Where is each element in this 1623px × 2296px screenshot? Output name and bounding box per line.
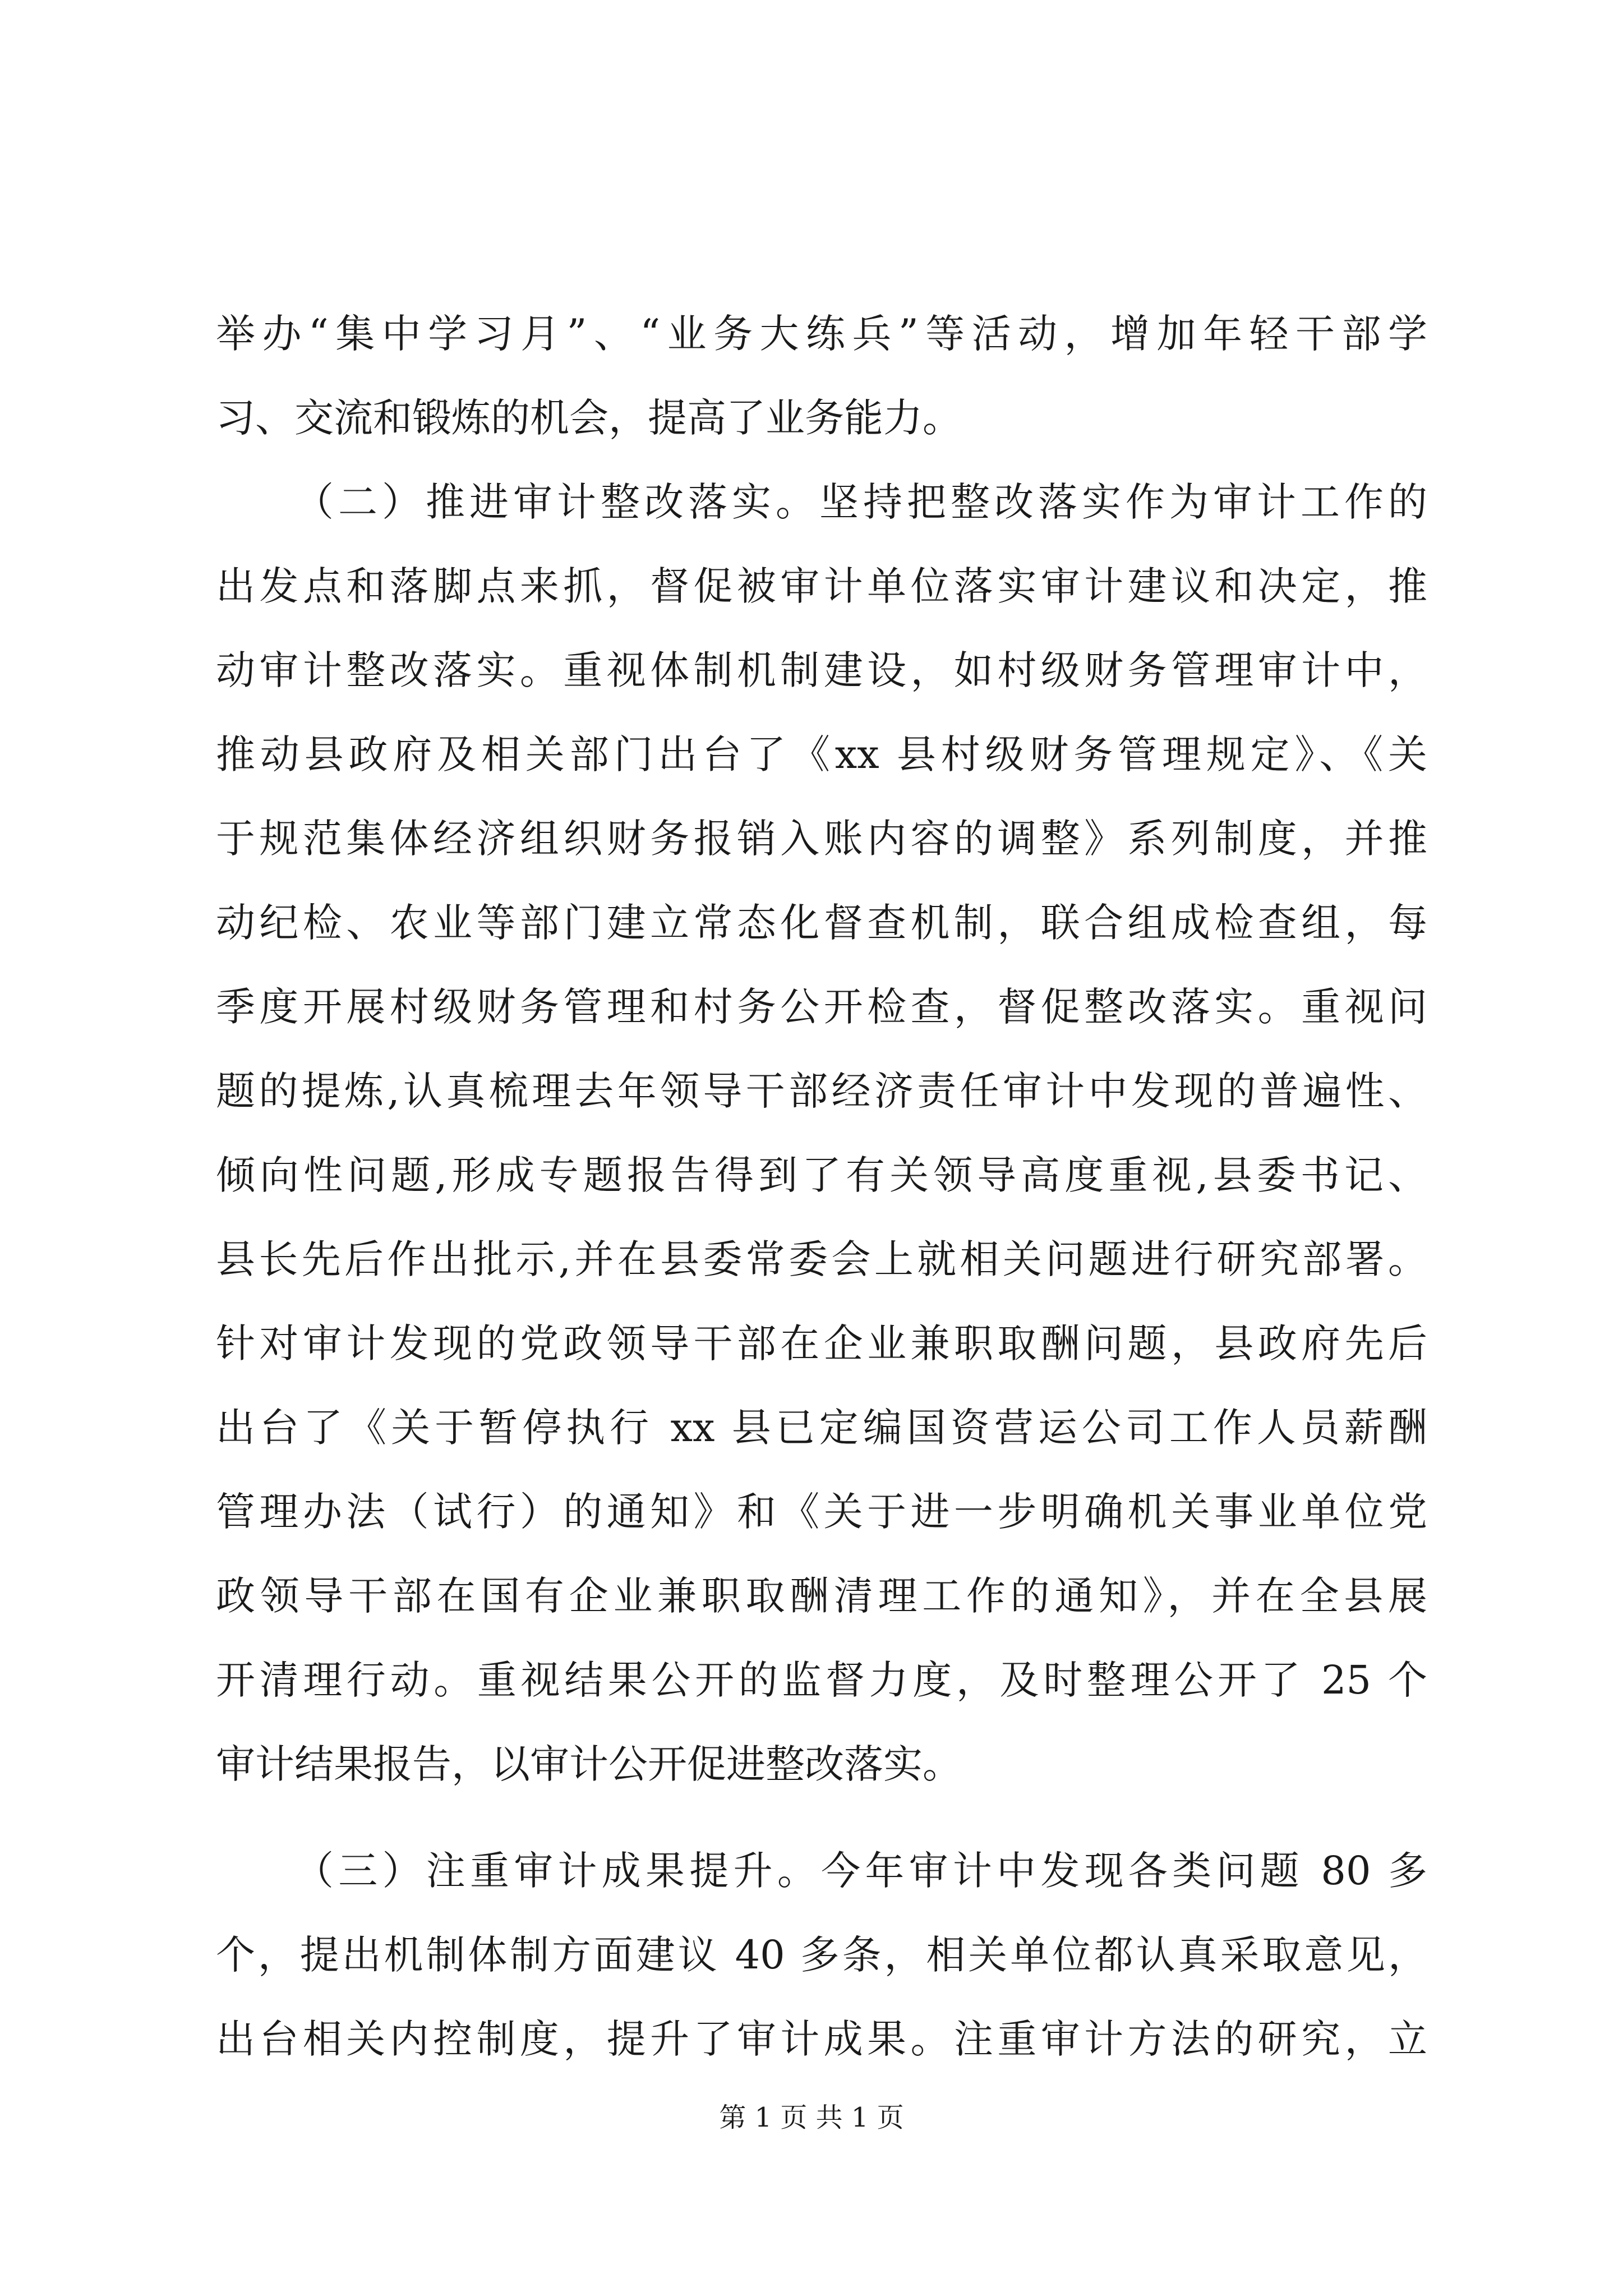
body-text	[216, 292, 1427, 2081]
text-line: 动纪检、农业等部门建立常态化督查机制，联合组成检查组，每	[216, 900, 1427, 946]
text-line: 个，提出机制体制方面建议 40 多条，相关单位都认真采取意见，	[216, 1932, 1427, 1978]
text-line: 政领导干部在国有企业兼职取酬清理工作的通知》，并在全县展	[216, 1573, 1427, 1619]
text-line: 题的提炼,认真梳理去年领导干部经济责任审计中发现的普遍性、	[216, 1068, 1427, 1114]
text-line: （二）推进审计整改落实。坚持把整改落实作为审计工作的	[294, 479, 1427, 525]
text-line: 季度开展村级财务管理和村务公开检查，督促整改落实。重视问	[216, 984, 1427, 1030]
text-line: 开清理行动。重视结果公开的监督力度，及时整理公开了 25 个	[216, 1657, 1427, 1703]
page-footer	[0, 2101, 1623, 2134]
text-line: 倾向性问题,形成专题报告得到了有关领导高度重视,县委书记、	[216, 1152, 1427, 1198]
paragraph-3	[216, 1829, 1427, 2081]
text-line: （三）注重审计成果提升。今年审计中发现各类问题 80 多	[294, 1848, 1427, 1894]
text-line: 动审计整改落实。重视体制机制建设，如村级财务管理审计中，	[216, 647, 1427, 693]
paragraph-1	[216, 292, 1427, 460]
page-number-label: 第 1 页 共 1 页	[719, 2102, 904, 2133]
text-line: 出台相关内控制度，提升了审计成果。注重审计方法的研究，立	[216, 2016, 1427, 2062]
text-line: 于规范集体经济组织财务报销入账内容的调整》系列制度，并推	[216, 816, 1427, 862]
text-line: 针对审计发现的党政领导干部在企业兼职取酬问题，县政府先后	[216, 1320, 1427, 1366]
text-line: 出台了《关于暂停执行 xx 县已定编国资营运公司工作人员薪酬	[216, 1405, 1427, 1451]
text-line: 举办“集中学习月”、“业务大练兵”等活动，增加年轻干部学	[216, 311, 1427, 357]
text-line: 管理办法（试行）的通知》和《关于进一步明确机关事业单位党	[216, 1489, 1427, 1535]
text-line: 县长先后作出批示,并在县委常委会上就相关问题进行研究部署。	[216, 1236, 1427, 1282]
text-line: 审计结果报告，以审计公开促进整改落实。	[216, 1741, 962, 1787]
text-line: 习、交流和锻炼的机会，提高了业务能力。	[216, 395, 962, 441]
text-line: 出发点和落脚点来抓，督促被审计单位落实审计建议和决定，推	[216, 563, 1427, 609]
paragraph-gap	[216, 1806, 1427, 1829]
text-line: 推动县政府及相关部门出台了《xx 县村级财务管理规定》、《关	[216, 731, 1427, 777]
paragraph-2	[216, 460, 1427, 1806]
